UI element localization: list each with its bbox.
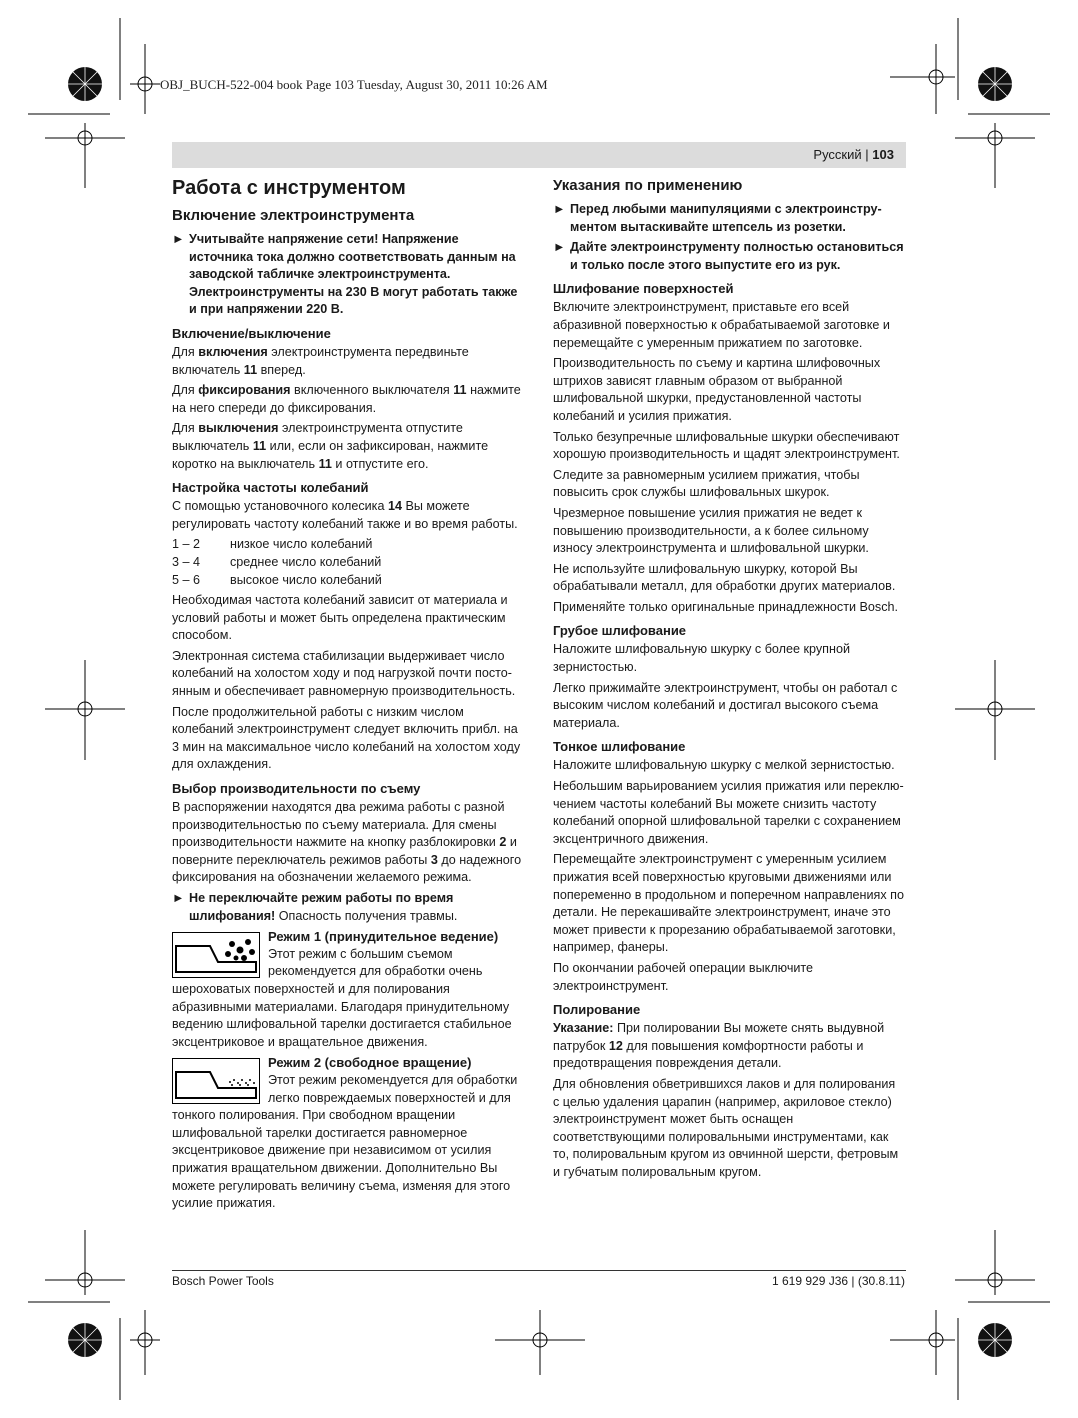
page-header-bar xyxy=(172,142,906,168)
para: Перемещайте электроинструмент с умеренным усилием прижатия всей поверхностью круговыми движениями или попеременно в продольном и поперечном направлениях по детали. Не перекашивайте электроинструмент, иначе это может привести к прорезанию обрабатываемой заготовки, например, фанеры. xyxy=(553,852,904,955)
mode-1 xyxy=(172,928,524,1051)
mode-2 xyxy=(172,1054,524,1212)
section-title-usage: Указания по применению xyxy=(553,177,743,194)
warning-mode-switch: ► Не переключайте режим работы по время шлифования! Опасность получения травмы. xyxy=(172,891,458,923)
para: Производительность по съему и картина шлифовочных штрихов зависят главным образом от выбранной шлифовальной шкурки, предустановленной частоты колебаний и усилия прижатия. xyxy=(553,356,881,423)
para-frequency-4: После продолжительной работы с низким числом колебаний электроинструмент следует включить прибл. на 3 мин на максимальное число колебаний на холостом ходу для охлаждения. xyxy=(172,704,521,772)
page-header xyxy=(813,147,894,162)
para: Не используйте шлифовальную шкурку, которой Вы обрабатывали металл, для обработки других материалов. xyxy=(553,561,896,594)
level-row: 3 – 4 среднее число колебаний xyxy=(172,554,382,569)
level-row: 1 – 2 низкое число колебаний xyxy=(172,537,373,552)
para-note: Указание: При полировании Вы можете снять выдувной патрубок 12 для повышения комфортности работы и предотвращения повреждения детали. xyxy=(553,1021,885,1071)
footer-docnum: 1 619 929 J36 | (30.8.11) xyxy=(772,1274,905,1288)
heading-surface: Шлифование поверхностей xyxy=(553,281,734,297)
para: Для обновления обветрившихся лаков и для полирования с целью удаления царапин (например, акриловое стекло) электроинструмент может быть оснащен соответствующими полировальными инструментами, как то, полировальным кругом из овчинной шерсти, фетровым и губчатым полировальным кругом. xyxy=(553,1076,899,1179)
para: Легко прижимайте электроинструмент, чтобы он работал с высоким числом колебаний и достигал высокого съема материала. xyxy=(553,680,898,730)
mode-1-text: Этот режим с большим съемом рекомендуется для обработки очень шероховатых поверхностей и для полирования абразивными материалами. Благодаря принудительному ведению шлифовальной тарелки достигается стабильное эксцентриковое и вращательное движения. xyxy=(172,946,512,1049)
warning-stop: ► Дайте электроинструменту полностью остановиться и только после этого выпустите его из рук. xyxy=(553,240,904,272)
arrow-icon: ► xyxy=(553,202,566,216)
para: Небольшим варьированием усилия прижатия или переклю-чением частоты колебаний Вы можете снизить частоту колебаний опорной шлифовальной тарелки с сохранением эксцентричного движения. xyxy=(553,779,904,846)
para-frequency-2: Необходимая частота колебаний зависит от материала и условий работы и может быть определена практическим способом. xyxy=(172,593,508,643)
footer-brand: Bosch Power Tools xyxy=(172,1274,274,1288)
footer-rule xyxy=(172,1270,906,1271)
para-lock: Для фиксирования включенного выключателя 11 нажмите на него спереди до фиксирования. xyxy=(172,383,521,415)
para: Наложите шлифовальную шкурку с более крупной зернистостью. xyxy=(553,642,850,675)
level-row: 5 – 6 высокое число колебаний xyxy=(172,572,382,587)
para: Наложите шлифовальную шкурку с мелкой зернистостью. xyxy=(553,758,895,773)
arrow-icon: ► xyxy=(172,891,185,905)
para: Следите за равномерным усилием прижатия, чтобы повысить срок службы шлифовальных шкурок. xyxy=(553,467,860,500)
header-language: Русский xyxy=(813,147,862,162)
para: По окончании рабочей операции выключите электроинструмент. xyxy=(553,960,814,993)
warning-voltage: ► Учитывайте напряжение сети! Напряжение источника тока должно соответствовать данным на заводской табличке электроинструмента. Электроинструменты на 230 В могут работать также и при напряжении 220 В. xyxy=(172,232,518,317)
para: Применяйте только оригинальные принадлежности Bosch. xyxy=(553,599,899,614)
arrow-icon: ► xyxy=(172,232,185,246)
heading-frequency: Настройка частоты колебаний xyxy=(172,480,369,496)
para-frequency-3: Электронная система стабилизации выдерживает число колебаний на холостом ходу и под нагрузкой почти посто-янным и обеспечивает равномерную производительность. xyxy=(172,648,516,699)
right-column xyxy=(553,176,905,1185)
frequency-levels xyxy=(172,536,524,589)
mode-2-title: Режим 2 (свободное вращение) xyxy=(268,1055,472,1071)
para: Включите электроинструмент, приставьте его всей абразивной поверхностью к обрабатываемой заготовке и перемещайте с умеренным прижатием по заготовке. xyxy=(553,300,890,350)
heading-performance: Выбор производительности по съему xyxy=(172,781,421,797)
para: Чрезмерное повышение усилия прижатия не ведет к повышению производительности, а к более сильному износу электроинструмента и шлифовальной шкурки. xyxy=(553,505,869,556)
para-frequency: С помощью установочного колесика 14 Вы можете регулировать частоту колебаний также и во время работы. xyxy=(172,499,518,531)
para-switch-on: Для включения электроинструмента передвиньте включатель 11 вперед. xyxy=(172,344,469,377)
para: Только безупречные шлифовальные шкурки обеспечивают хорошую производительность и щадят электроинструмент. xyxy=(553,429,900,462)
heading-fine: Тонкое шлифование xyxy=(553,739,686,755)
left-column xyxy=(172,176,524,1213)
header-separator: | xyxy=(865,147,869,162)
page-number: 103 xyxy=(872,147,894,162)
heading-on-off: Включение/выключение xyxy=(172,325,331,341)
mode-2-text: Этот режим рекомендуется для обработки легко повреждаемых поверхностей и для тонкого полирования. При свободном вращении шлифовальной тарелки достигается равномерное эксцентриковое движение при независимом от усилия прижатия вращательном движении. Дополнительно Вы можете регулировать величину съема, изменяя для этого усилие прижатия. xyxy=(172,1072,518,1211)
para-switch-off: Для выключения электроинструмента отпустите выключатель 11 или, если он зафиксирован, нажмите коротко на выключатель 11 и отпустите его. xyxy=(172,421,489,471)
heading-polish: Полирование xyxy=(553,1002,641,1018)
para-performance: В распоряжении находятся два режима работы с разной производительностью по съему материала. Для смены производительности нажмите на кнопку разблокировки 2 и поверните переключатель режимов работы 3 до надежного фиксирования на обозначении желаемого режима. xyxy=(172,800,522,885)
mode-1-icon xyxy=(172,932,260,978)
mode-1-title: Режим 1 (принудительное ведение) xyxy=(268,929,499,945)
arrow-icon: ► xyxy=(553,240,566,255)
warning-unplug: ► Перед любыми манипуляциями с электроинстру-ментом вытаскивайте штепсель из розетки. xyxy=(553,202,882,234)
mode-2-icon xyxy=(172,1058,260,1104)
heading-rough: Грубое шлифование xyxy=(553,623,687,639)
subsection-title: Включение электроинструмента xyxy=(172,207,415,224)
print-slug: OBJ_BUCH-522-004 book Page 103 Tuesday, August 30, 2011 10:26 AM xyxy=(160,77,548,92)
section-title: Работа с инструментом xyxy=(172,177,406,199)
